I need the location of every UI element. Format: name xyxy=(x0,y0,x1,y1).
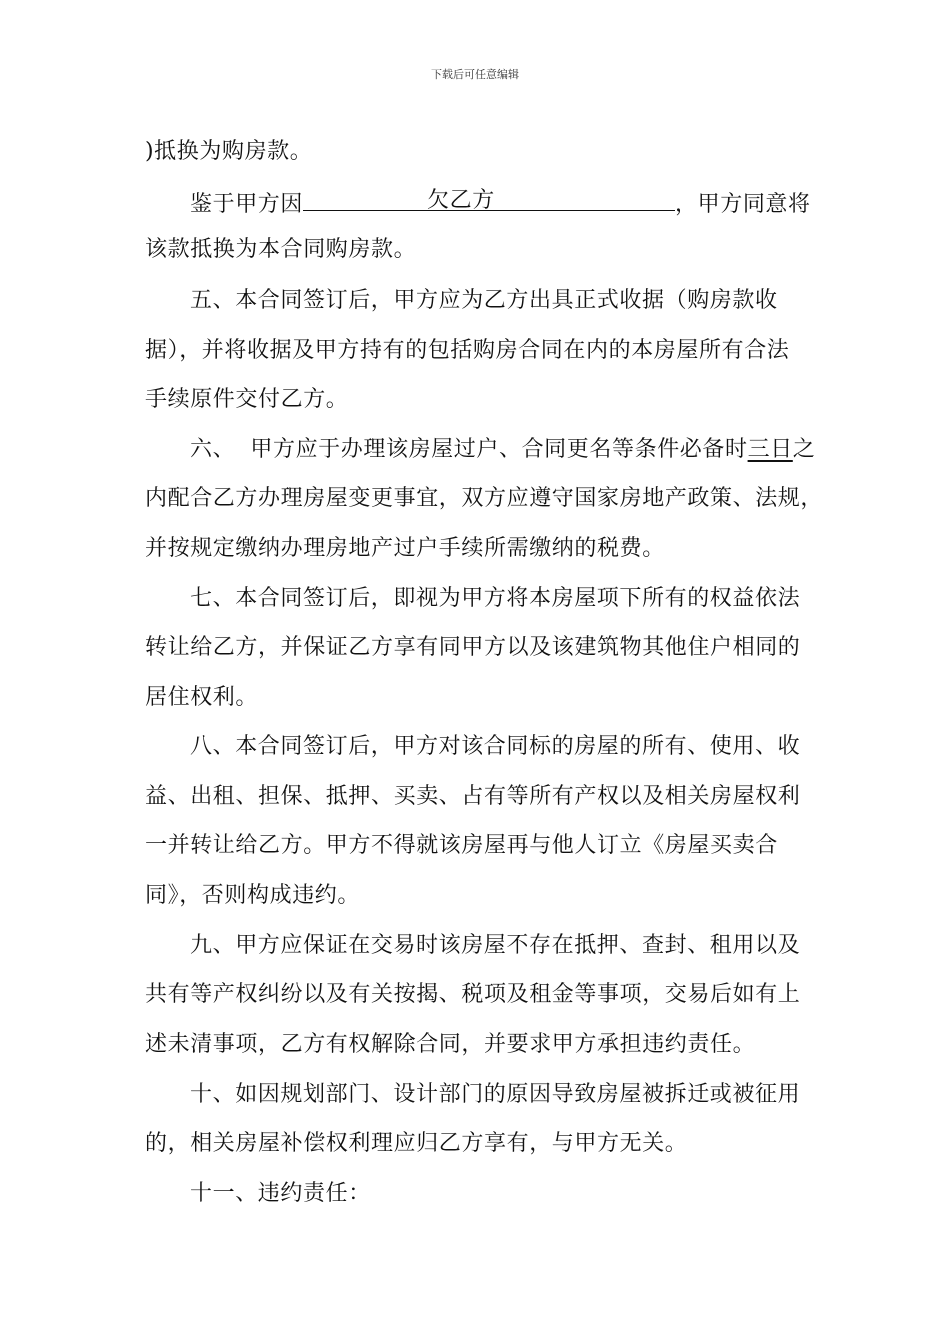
page-header: 下载后可任意编辑 xyxy=(431,68,519,81)
text-line: 述未清事项，乙方有权解除合同，并要求甲方承担违约责任。 xyxy=(145,1032,756,1057)
text-line: 十、如因规划部门、设计部门的原因导致房屋被拆迁或被征用 xyxy=(190,1082,801,1107)
text-line: 九、甲方应保证在交易时该房屋不存在抵押、查封、租用以及 xyxy=(190,933,801,958)
text-fragment: 六、 甲方应于办理该房屋过户、合同更名等条件必备时 xyxy=(190,437,748,462)
text-line: 十一、违约责任： xyxy=(190,1181,371,1206)
text-line: 同》，否则构成违约。 xyxy=(145,883,361,908)
text-line: 并按规定缴纳办理房地产过户手续所需缴纳的税费。 xyxy=(145,536,665,561)
fill-in-blank xyxy=(303,188,675,211)
text-line: 共有等产权纠纷以及有关按揭、税项及租金等事项，交易后如有上 xyxy=(145,982,801,1007)
text-line: 八、本合同签订后，甲方对该合同标的房屋的所有、使用、收 xyxy=(190,734,801,759)
text-fragment: 之 xyxy=(792,437,816,462)
text-line: 手续原件交付乙方。 xyxy=(145,387,349,412)
text-fragment: 鉴于甲方因 xyxy=(190,192,304,217)
text-line: 据），并将收据及甲方持有的包括购房合同在内的本房屋所有合法 xyxy=(145,338,790,363)
text-line: 内配合乙方办理房屋变更事宜，双方应遵守国家房地产政策、法规， xyxy=(145,486,824,511)
text-line: 一并转让给乙方。甲方不得就该房屋再与他人订立《房屋买卖合 xyxy=(145,833,778,858)
text-line: 七、本合同签订后，即视为甲方将本房屋项下所有的权益依法 xyxy=(190,586,801,611)
blank-text: 欠乙方 xyxy=(427,188,495,213)
text-line: 五、本合同签订后，甲方应为乙方出具正式收据（购房款收 xyxy=(190,288,778,313)
text-line: 益、出租、担保、抵押、买卖、占有等所有产权以及相关房屋权利 xyxy=(145,784,801,809)
text-line: 该款抵换为本合同购房款。 xyxy=(145,237,417,262)
text-line: 居住权利。 xyxy=(145,685,259,710)
text-line xyxy=(190,437,815,463)
text-fragment: ，甲方同意将 xyxy=(675,192,811,217)
text-line: 转让给乙方，并保证乙方享有同甲方以及该建筑物其他住户相同的 xyxy=(145,635,801,660)
text-line: )抵换为购房款。 xyxy=(145,139,313,164)
underlined-term: 三日 xyxy=(747,437,793,462)
text-line: 的，相关房屋补偿权利理应归乙方享有，与甲方无关。 xyxy=(145,1131,688,1156)
text-line xyxy=(190,188,811,218)
